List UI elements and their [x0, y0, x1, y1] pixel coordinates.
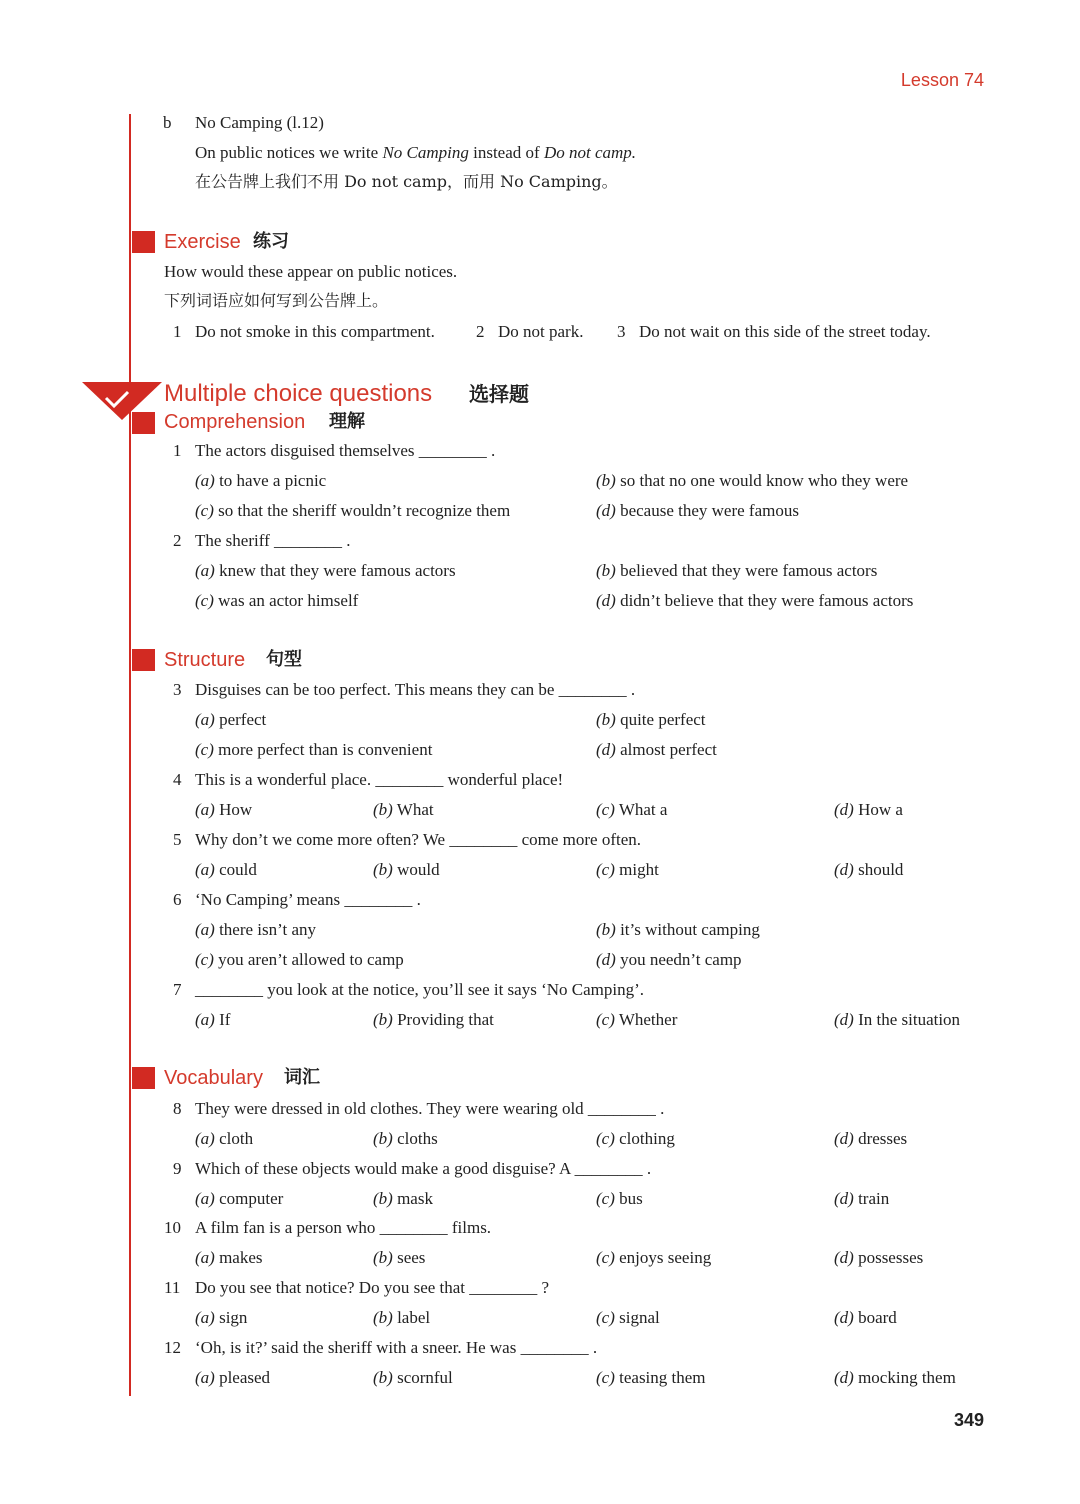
option-text: computer	[219, 1189, 284, 1208]
option	[195, 1368, 270, 1388]
option	[834, 1189, 889, 1209]
section-title-structure: Structure	[164, 649, 246, 671]
option-label: (b)	[596, 471, 616, 490]
option-text: more perfect than is convenient	[218, 740, 433, 759]
note-letter: b	[163, 113, 172, 132]
option	[834, 1308, 897, 1328]
section-marker	[132, 1067, 155, 1089]
option-text: possesses	[858, 1248, 924, 1267]
option-label: (b)	[373, 1248, 393, 1267]
option-text: should	[858, 860, 904, 879]
section-marker	[132, 231, 155, 253]
question-stem: A film fan is a person who ________ films.	[195, 1218, 492, 1237]
option-text: didn’t believe that they were famous actors	[620, 591, 914, 610]
option-label: (d)	[596, 740, 616, 759]
option-label: (a)	[195, 1248, 215, 1267]
exercise-item-text: Do not smoke in this compartment.	[195, 322, 435, 341]
option	[834, 860, 903, 880]
option-text: label	[397, 1308, 431, 1327]
exercise-item-number: 2	[476, 322, 485, 341]
question-number: 8	[173, 1099, 182, 1118]
exercise-instruction-cn: 下列词语应如何写到公告牌上。	[164, 291, 389, 310]
option	[834, 1010, 960, 1030]
section-title-mcq-cn: 选择题	[469, 382, 529, 406]
question-number: 2	[173, 531, 182, 550]
option	[596, 1368, 706, 1388]
option-label: (d)	[834, 800, 854, 819]
option	[373, 1010, 494, 1030]
option	[195, 800, 252, 820]
option-label: (c)	[596, 800, 615, 819]
option	[834, 1248, 923, 1268]
question-number: 5	[173, 830, 182, 849]
note-title: No Camping (l.12)	[195, 113, 324, 132]
option-text: knew that they were famous actors	[219, 561, 456, 580]
option-text: Providing that	[397, 1010, 494, 1029]
option-text: Whether	[618, 1010, 678, 1029]
option-label: (d)	[596, 950, 616, 969]
option	[596, 710, 706, 730]
option-label: (c)	[195, 591, 214, 610]
option	[834, 800, 903, 820]
question-stem: The actors disguised themselves ________ .	[195, 441, 496, 460]
option	[195, 1010, 230, 1030]
option-label: (a)	[195, 1129, 215, 1148]
option-label: (c)	[195, 740, 214, 759]
exercise-item-number: 1	[173, 322, 182, 341]
option-text: How a	[858, 800, 903, 819]
option-text: If	[219, 1010, 231, 1029]
question-number: 9	[173, 1159, 182, 1178]
note-line-1	[195, 143, 636, 163]
option	[195, 740, 432, 760]
option-label: (d)	[834, 860, 854, 879]
section-title-comprehension: Comprehension	[164, 411, 306, 433]
option-label: (d)	[834, 1368, 854, 1387]
section-title-vocabulary: Vocabulary	[164, 1067, 263, 1089]
option-text: you aren’t allowed to camp	[218, 950, 404, 969]
option-text: believed that they were famous actors	[620, 561, 878, 580]
section-title-exercise-cn: 练习	[253, 231, 289, 252]
option	[195, 710, 266, 730]
option	[195, 561, 456, 581]
option-label: (b)	[596, 710, 616, 729]
question-stem: This is a wonderful place. ________ wonderful place!	[195, 770, 564, 789]
option	[834, 1368, 956, 1388]
question-number: 10	[164, 1218, 181, 1237]
option-label: (b)	[373, 1010, 393, 1029]
option-label: (c)	[195, 501, 214, 520]
option-label: (a)	[195, 1010, 215, 1029]
note-text: On public notices we write	[195, 143, 379, 162]
option-text: to have a picnic	[219, 471, 327, 490]
option-text: cloth	[219, 1129, 254, 1148]
option-label: (b)	[373, 1129, 393, 1148]
question-stem: ‘Oh, is it?’ said the sheriff with a sneer. He was ________ .	[195, 1338, 598, 1357]
option-text: it’s without camping	[620, 920, 760, 939]
option	[596, 501, 799, 521]
option	[596, 1248, 711, 1268]
option-label: (c)	[195, 950, 214, 969]
question-number: 1	[173, 441, 182, 460]
option-text: scornful	[397, 1368, 453, 1387]
option	[596, 860, 659, 880]
option	[596, 561, 877, 581]
option-label: (c)	[596, 1010, 615, 1029]
option-text: mask	[397, 1189, 433, 1208]
option	[195, 1129, 253, 1149]
option	[596, 1308, 660, 1328]
option-label: (b)	[373, 1189, 393, 1208]
question-number: 3	[173, 680, 182, 699]
option-label: (d)	[834, 1189, 854, 1208]
option-label: (d)	[834, 1248, 854, 1267]
option-label: (b)	[373, 800, 393, 819]
option	[596, 471, 908, 491]
question-stem: Disguises can be too perfect. This means they can be ________ .	[195, 680, 636, 699]
option-text: signal	[619, 1308, 660, 1327]
option	[195, 860, 257, 880]
option-label: (a)	[195, 561, 215, 580]
question-stem: They were dressed in old clothes. They were wearing old ________ .	[195, 1099, 665, 1118]
option-label: (a)	[195, 860, 215, 879]
option	[373, 1129, 438, 1149]
option-text: quite perfect	[620, 710, 706, 729]
option-text: train	[858, 1189, 890, 1208]
option	[596, 800, 667, 820]
option-label: (a)	[195, 1368, 215, 1387]
option-label: (d)	[834, 1308, 854, 1327]
question-number: 6	[173, 890, 182, 909]
option-label: (d)	[596, 591, 616, 610]
section-title-vocabulary-cn: 词汇	[284, 1067, 320, 1088]
question-number: 12	[164, 1338, 181, 1357]
option-label: (b)	[373, 1368, 393, 1387]
exercise-item-text: Do not wait on this side of the street today.	[639, 322, 931, 341]
option	[596, 1010, 677, 1030]
exercise-item-text: Do not park.	[498, 322, 584, 341]
option-label: (c)	[596, 1248, 615, 1267]
option-text: so that no one would know who they were	[620, 471, 909, 490]
option-text: What a	[618, 800, 668, 819]
option	[373, 1189, 433, 1209]
option-label: (b)	[373, 1308, 393, 1327]
option	[195, 501, 510, 521]
option-label: (c)	[596, 1189, 615, 1208]
option	[195, 950, 404, 970]
note-emphasis: Do not camp.	[543, 143, 637, 162]
section-marker	[132, 412, 155, 434]
option	[834, 1129, 907, 1149]
option-text: so that the sheriff wouldn’t recognize them	[218, 501, 511, 520]
question-number: 7	[173, 980, 182, 999]
option-label: (b)	[373, 860, 393, 879]
question-stem: ________ you look at the notice, you’ll see it says ‘No Camping’.	[195, 980, 645, 999]
option	[373, 1368, 453, 1388]
option-label: (a)	[195, 1308, 215, 1327]
option-text: How	[219, 800, 253, 819]
option-label: (d)	[596, 501, 616, 520]
option	[195, 1248, 263, 1268]
option	[373, 1308, 430, 1328]
option-text: almost perfect	[620, 740, 717, 759]
section-title-mcq: Multiple choice questions	[164, 380, 433, 407]
option-text: sign	[219, 1308, 248, 1327]
option-label: (c)	[596, 1308, 615, 1327]
option-label: (a)	[195, 1189, 215, 1208]
option-label: (a)	[195, 920, 215, 939]
question-stem: Why don’t we come more often? We ________ come more often.	[195, 830, 642, 849]
option	[596, 950, 742, 970]
option-text: clothing	[619, 1129, 675, 1148]
question-stem: Do you see that notice? Do you see that ________ ?	[195, 1278, 550, 1297]
section-title-comprehension-cn: 理解	[329, 411, 365, 432]
option-label: (c)	[596, 1129, 615, 1148]
option-label: (a)	[195, 710, 215, 729]
option	[596, 920, 760, 940]
option-text: cloths	[397, 1129, 438, 1148]
option-text: enjoys seeing	[619, 1248, 712, 1267]
option-text: pleased	[219, 1368, 271, 1387]
option	[373, 1248, 425, 1268]
option	[195, 591, 358, 611]
option	[195, 920, 316, 940]
option-text: In the situation	[858, 1010, 961, 1029]
section-title-structure-cn: 句型	[266, 649, 302, 670]
option	[596, 740, 717, 760]
option-text: teasing them	[619, 1368, 706, 1387]
option	[596, 1129, 675, 1149]
option-text: was an actor himself	[218, 591, 359, 610]
exercise-item-number: 3	[617, 322, 626, 341]
note-emphasis: No Camping	[382, 143, 469, 162]
option-text: bus	[619, 1189, 643, 1208]
question-stem: Which of these objects would make a good disguise? A ________ .	[195, 1159, 652, 1178]
section-marker	[132, 649, 155, 671]
option	[596, 591, 913, 611]
option-text: What	[396, 800, 434, 819]
option-text: because they were famous	[620, 501, 799, 520]
option	[373, 860, 440, 880]
option-text: perfect	[219, 710, 267, 729]
option	[596, 1189, 643, 1209]
option	[195, 471, 326, 491]
option-text: mocking them	[858, 1368, 956, 1387]
option-label: (d)	[834, 1010, 854, 1029]
option-text: sees	[397, 1248, 426, 1267]
option-label: (c)	[596, 1368, 615, 1387]
note-text: instead of	[473, 143, 540, 162]
option	[373, 800, 434, 820]
option-label: (d)	[834, 1129, 854, 1148]
margin-rule	[129, 114, 131, 1396]
question-stem: The sheriff ________ .	[195, 531, 351, 550]
section-title-exercise: Exercise	[164, 231, 241, 253]
option-text: board	[858, 1308, 897, 1327]
option-text: makes	[219, 1248, 263, 1267]
option-text: might	[619, 860, 659, 879]
lesson-label: Lesson 74	[900, 70, 984, 90]
question-number: 11	[164, 1278, 181, 1297]
option-text: would	[397, 860, 440, 879]
option	[195, 1189, 283, 1209]
option-label: (a)	[195, 800, 215, 819]
option-label: (a)	[195, 471, 215, 490]
option-label: (b)	[596, 920, 616, 939]
exercise-instruction: How would these appear on public notices.	[164, 262, 458, 281]
option	[195, 1308, 247, 1328]
option-label: (b)	[596, 561, 616, 580]
question-number: 4	[173, 770, 182, 789]
note-line-2-chinese: 在公告牌上我们不用 Do not camp，而用 No Camping。	[195, 172, 618, 191]
question-stem: ‘No Camping’ means ________ .	[195, 890, 421, 909]
page-number: 349	[953, 1410, 984, 1430]
option-text: dresses	[858, 1129, 908, 1148]
option-text: could	[219, 860, 257, 879]
option-text: you needn’t camp	[620, 950, 742, 969]
option-text: there isn’t any	[219, 920, 317, 939]
option-label: (c)	[596, 860, 615, 879]
